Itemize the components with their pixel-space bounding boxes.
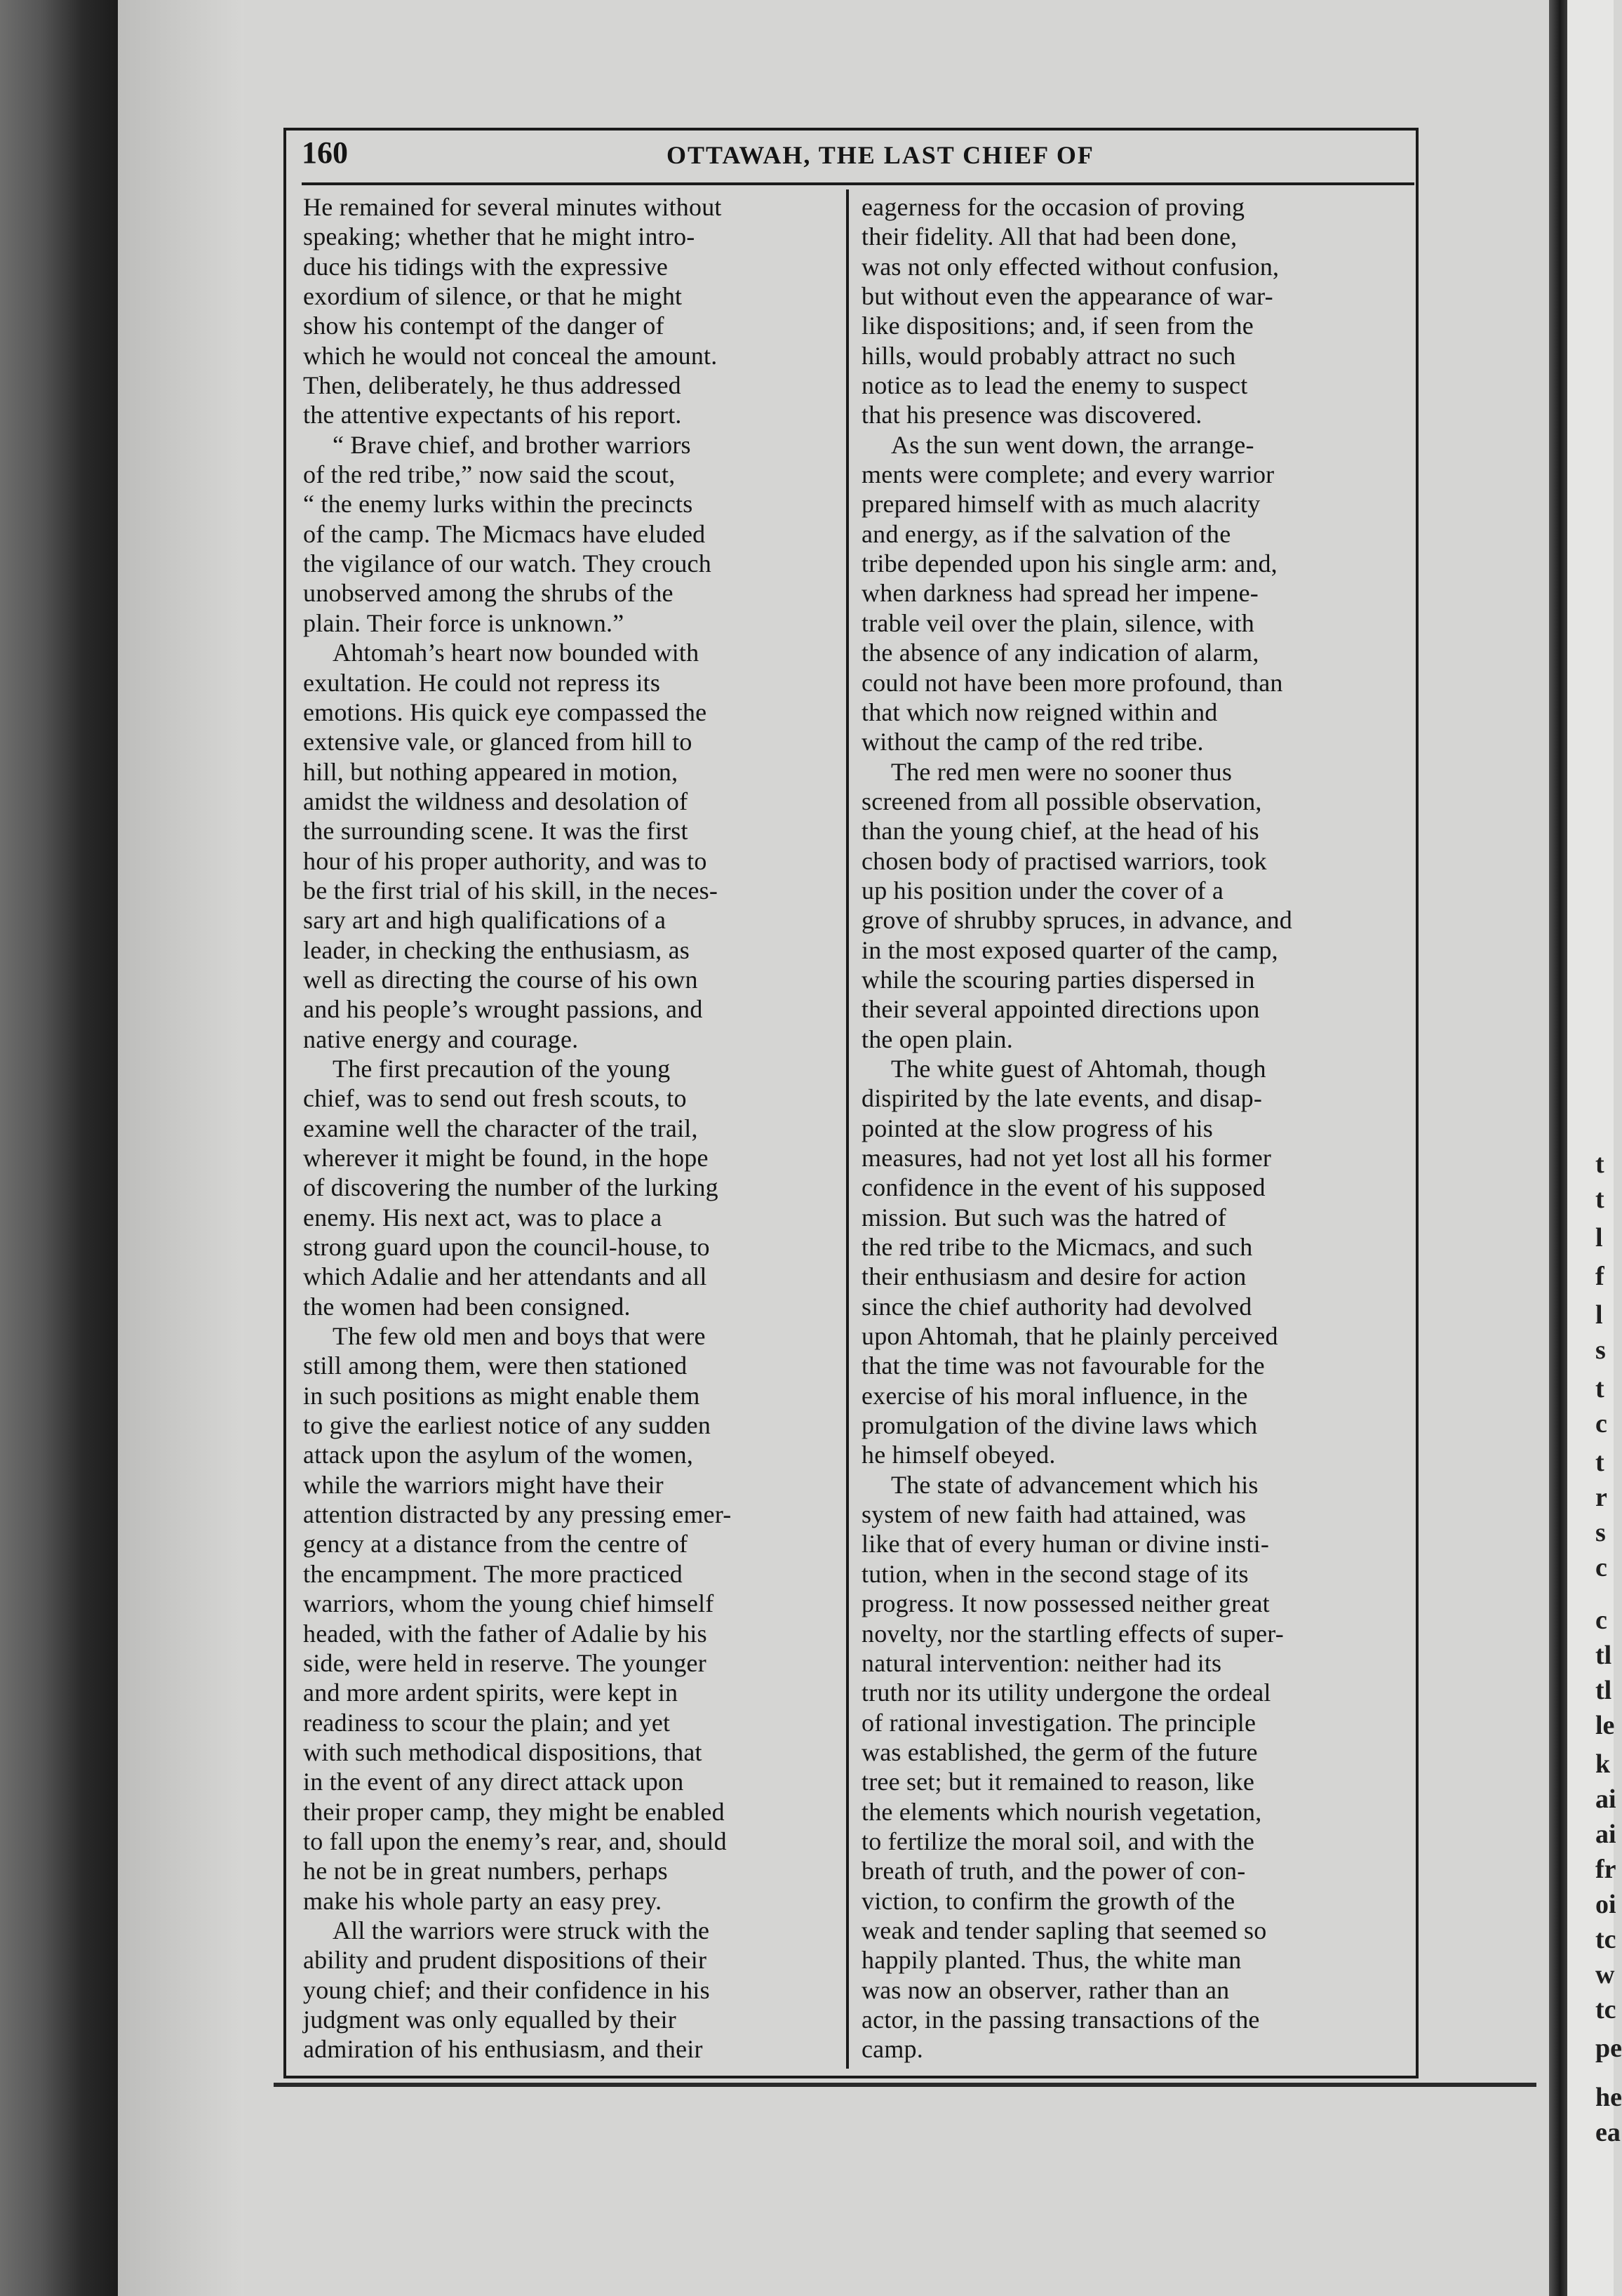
text-line: that which now reigned within and <box>862 698 1218 726</box>
text-line: the women had been consigned. <box>303 1292 631 1321</box>
text-line: upon Ahtomah, that he plainly perceived <box>862 1322 1278 1351</box>
header-rule <box>302 182 1414 185</box>
next-page-fragment: s <box>1595 1335 1606 1365</box>
text-line: their fidelity. All that had been done, <box>862 222 1238 251</box>
text-line: make his whole party an easy prey. <box>303 1886 662 1915</box>
next-page-fragment: ea <box>1595 2118 1621 2147</box>
text-line: “ Brave chief, and brother warriors <box>333 430 691 459</box>
next-page-fragment: l <box>1595 1300 1603 1330</box>
next-page-fragment: t <box>1595 1149 1604 1179</box>
text-line: strong guard upon the council-house, to <box>303 1233 710 1262</box>
text-line: promulgation of the divine laws which <box>862 1411 1258 1440</box>
text-line: eagerness for the occasion of proving <box>862 193 1245 221</box>
text-line: hour of his proper authority, and was to <box>303 846 707 875</box>
text-line: their enthusiasm and desire for action <box>862 1262 1247 1291</box>
text-line: hills, would probably attract no such <box>862 341 1236 370</box>
next-page-fragment: ai <box>1595 1820 1616 1849</box>
text-line: the elements which nourish vegetation, <box>862 1797 1262 1826</box>
running-head <box>302 135 1398 171</box>
text-line: tution, when in the second stage of its <box>862 1559 1249 1588</box>
scanner-gutter <box>0 0 118 2296</box>
text-line: and energy, as if the salvation of the <box>862 519 1231 548</box>
text-line: plain. Their force is unknown.” <box>303 608 624 637</box>
text-line: the attentive expectants of his report. <box>303 401 682 429</box>
text-line: and more ardent spirits, were kept in <box>303 1678 678 1707</box>
text-line: headed, with the father of Adalie by his <box>303 1619 707 1648</box>
text-line: The first precaution of the young <box>333 1054 671 1083</box>
next-page-fragment: tl <box>1595 1641 1612 1670</box>
text-line: natural intervention: neither had its <box>862 1648 1222 1677</box>
text-line: system of new faith had attained, was <box>862 1500 1247 1529</box>
text-line: attack upon the asylum of the women, <box>303 1441 694 1469</box>
text-line: chosen body of practised warriors, took <box>862 846 1267 875</box>
text-line: warriors, whom the young chief himself <box>303 1589 714 1618</box>
text-line: young chief; and their confidence in his <box>303 1975 710 2004</box>
text-line: judgment was only equalled by their <box>303 2005 676 2034</box>
next-page-fragment: tc <box>1595 1925 1616 1954</box>
text-line: and his people’s wrought passions, and <box>303 995 703 1024</box>
next-page-fragment: ai <box>1595 1784 1616 1814</box>
text-line: speaking; whether that he might intro- <box>303 222 695 251</box>
text-line: camp. <box>862 2035 923 2064</box>
text-line: he not be in great numbers, perhaps <box>303 1857 668 1885</box>
text-line: but without even the appearance of war- <box>862 282 1273 311</box>
next-page-fragment: l <box>1595 1223 1603 1253</box>
next-page-fragment: t <box>1595 1374 1604 1403</box>
text-line: novelty, nor the startling effects of super- <box>862 1619 1284 1648</box>
text-line: measures, had not yet lost all his former <box>862 1144 1272 1172</box>
text-line: happily planted. Thus, the white man <box>862 1946 1242 1975</box>
text-line: truth nor its utility undergone the ordeal <box>862 1678 1271 1707</box>
text-line: which Adalie and her attendants and all <box>303 1262 707 1291</box>
text-line: like dispositions; and, if seen from the <box>862 312 1254 340</box>
text-line: chief, was to send out fresh scouts, to <box>303 1084 687 1113</box>
text-line: the red tribe to the Micmacs, and such <box>862 1233 1253 1262</box>
next-page-fragment: r <box>1595 1483 1607 1512</box>
text-line: since the chief authority had devolved <box>862 1292 1252 1321</box>
text-line: the open plain. <box>862 1024 1013 1053</box>
text-line: The red men were no sooner thus <box>891 757 1233 786</box>
text-line: the vigilance of our watch. They crouch <box>303 549 711 578</box>
next-page-fragment: he <box>1595 2083 1622 2112</box>
text-line: which he would not conceal the amount. <box>303 341 718 370</box>
text-line: could not have been more profound, than <box>862 668 1283 697</box>
column-divider <box>846 189 849 2069</box>
text-line: was established, the germ of the future <box>862 1737 1258 1766</box>
text-line: wherever it might be found, in the hope <box>303 1144 709 1172</box>
next-page-fragment: t <box>1595 1448 1604 1477</box>
text-line: be the first trial of his skill, in the neces- <box>303 876 718 905</box>
text-line: of the camp. The Micmacs have eluded <box>303 519 706 548</box>
text-line: confidence in the event of his supposed <box>862 1173 1266 1202</box>
text-line: mission. But such was the hatred of <box>862 1203 1226 1232</box>
next-page-fragment: c <box>1595 1409 1607 1439</box>
text-line: up his position under the cover of a <box>862 876 1224 905</box>
text-line: notice as to lead the enemy to suspect <box>862 371 1248 400</box>
text-line: dispirited by the late events, and disap- <box>862 1084 1263 1113</box>
text-line: ability and prudent dispositions of their <box>303 1946 707 1975</box>
text-line: emotions. His quick eye compassed the <box>303 698 707 726</box>
next-page-fragment: k <box>1595 1749 1611 1779</box>
text-line: exultation. He could not repress its <box>303 668 661 697</box>
text-line: while the scouring parties dispersed in <box>862 965 1255 994</box>
text-line: attention distracted by any pressing emer- <box>303 1500 732 1529</box>
text-line: was not only effected without confusion, <box>862 252 1280 281</box>
text-line: “ the enemy lurks within the precincts <box>303 490 693 519</box>
text-line: native energy and courage. <box>303 1024 579 1053</box>
page-margin-left <box>118 0 244 2296</box>
text-line: enemy. His next act, was to place a <box>303 1203 662 1232</box>
next-page-fragment: fr <box>1595 1855 1616 1884</box>
text-line: screened from all possible observation, <box>862 787 1262 815</box>
text-line: the encampment. The more practiced <box>303 1559 683 1588</box>
text-line: was now an observer, rather than an <box>862 1975 1230 2004</box>
next-page-fragment: f <box>1595 1262 1604 1291</box>
text-line: grove of shrubby spruces, in advance, and <box>862 906 1293 935</box>
text-line: than the young chief, at the head of his <box>862 817 1259 846</box>
text-line: gency at a distance from the centre of <box>303 1530 688 1559</box>
next-page-fragment: tc <box>1595 1995 1616 2024</box>
text-line: leader, in checking the enthusiasm, as <box>303 935 690 964</box>
text-line: The few old men and boys that were <box>333 1322 706 1351</box>
next-page-fragment: c <box>1595 1606 1607 1635</box>
text-line: of the red tribe,” now said the scout, <box>303 460 676 489</box>
text-line: of discovering the number of the lurking <box>303 1173 718 1202</box>
text-line: still among them, were then stationed <box>303 1351 688 1380</box>
text-line: prepared himself with as much alacrity <box>862 490 1261 519</box>
text-line: tribe depended upon his single arm: and, <box>862 549 1278 578</box>
text-line: unobserved among the shrubs of the <box>303 579 673 608</box>
text-line: Then, deliberately, he thus addressed <box>303 371 681 400</box>
next-page-fragment: c <box>1595 1553 1607 1582</box>
next-page-fragment: tl <box>1595 1676 1612 1705</box>
text-line: in the event of any direct attack upon <box>303 1768 684 1796</box>
text-line: side, were held in reserve. The younger <box>303 1648 706 1677</box>
next-page-fragment: pe <box>1595 2034 1622 2063</box>
next-page-fragment: t <box>1595 1184 1604 1214</box>
text-line: trable veil over the plain, silence, with <box>862 608 1255 637</box>
next-page-fragment: oi <box>1595 1890 1616 1919</box>
next-page-fragment: w <box>1595 1960 1615 1989</box>
text-line: exordium of silence, or that he might <box>303 282 683 311</box>
next-page-fragment: s <box>1595 1518 1606 1547</box>
text-line: breath of truth, and the power of con- <box>862 1857 1246 1885</box>
text-line: to give the earliest notice of any sudden <box>303 1411 711 1440</box>
text-line: progress. It now possessed neither great <box>862 1589 1270 1618</box>
text-line: weak and tender sapling that seemed so <box>862 1916 1267 1944</box>
text-line: in such positions as might enable them <box>303 1381 700 1410</box>
text-line: tree set; but it remained to reason, like <box>862 1768 1255 1796</box>
text-line: actor, in the passing transactions of the <box>862 2005 1260 2034</box>
text-line: while the warriors might have their <box>303 1470 664 1499</box>
text-line: well as directing the course of his own <box>303 965 698 994</box>
text-line: The state of advancement which his <box>891 1470 1259 1499</box>
text-line: in the most exposed quarter of the camp, <box>862 935 1278 964</box>
text-line: duce his tidings with the expressive <box>303 252 669 281</box>
text-line: show his contempt of the danger of <box>303 312 664 340</box>
text-line: He remained for several minutes without <box>303 193 722 221</box>
text-line: the absence of any indication of alarm, <box>862 639 1259 667</box>
page-number: 160 <box>302 135 348 170</box>
page-header-title: OTTAWAH, THE LAST CHIEF OF <box>666 141 1094 169</box>
text-line: extensive vale, or glanced from hill to <box>303 728 692 756</box>
frame-bottom-shadow <box>274 2083 1536 2087</box>
text-line: when darkness had spread her impene- <box>862 579 1259 608</box>
text-line: admiration of his enthusiasm, and their <box>303 2035 703 2064</box>
left-text-column <box>303 192 839 2064</box>
text-line: As the sun went down, the arrange- <box>891 430 1254 459</box>
text-line: the surrounding scene. It was the first <box>303 817 688 846</box>
text-line: their several appointed directions upon <box>862 995 1260 1024</box>
text-line: their proper camp, they might be enabled <box>303 1797 725 1826</box>
text-line: Ahtomah’s heart now bounded with <box>333 639 699 667</box>
text-line: to fall upon the enemy’s rear, and, should <box>303 1827 727 1855</box>
text-line: pointed at the slow progress of his <box>862 1114 1213 1142</box>
text-line: All the warriors were struck with the <box>333 1916 710 1944</box>
text-line: with such methodical dispositions, that <box>303 1737 702 1766</box>
text-line: like that of every human or divine insti- <box>862 1530 1270 1559</box>
text-line: exercise of his moral influence, in the <box>862 1381 1248 1410</box>
right-text-column <box>862 192 1399 2064</box>
text-line: sary art and high qualifications of a <box>303 906 666 935</box>
text-line: of rational investigation. The principle <box>862 1708 1256 1737</box>
text-line: ments were complete; and every warrior <box>862 460 1275 489</box>
text-line: that the time was not favourable for the <box>862 1351 1265 1380</box>
text-line: readiness to scour the plain; and yet <box>303 1708 671 1737</box>
text-line: that his presence was discovered. <box>862 401 1202 429</box>
text-line: viction, to confirm the growth of the <box>862 1886 1235 1915</box>
text-line: amidst the wildness and desolation of <box>303 787 688 815</box>
next-page-fragment: le <box>1595 1711 1615 1740</box>
text-line: hill, but nothing appeared in motion, <box>303 757 678 786</box>
text-line: The white guest of Ahtomah, though <box>891 1054 1266 1083</box>
text-line: without the camp of the red tribe. <box>862 728 1204 756</box>
text-line: to fertilize the moral soil, and with the <box>862 1827 1255 1855</box>
text-line: examine well the character of the trail, <box>303 1114 698 1142</box>
page-spine-shadow <box>1549 0 1567 2296</box>
text-line: he himself obeyed. <box>862 1441 1056 1469</box>
